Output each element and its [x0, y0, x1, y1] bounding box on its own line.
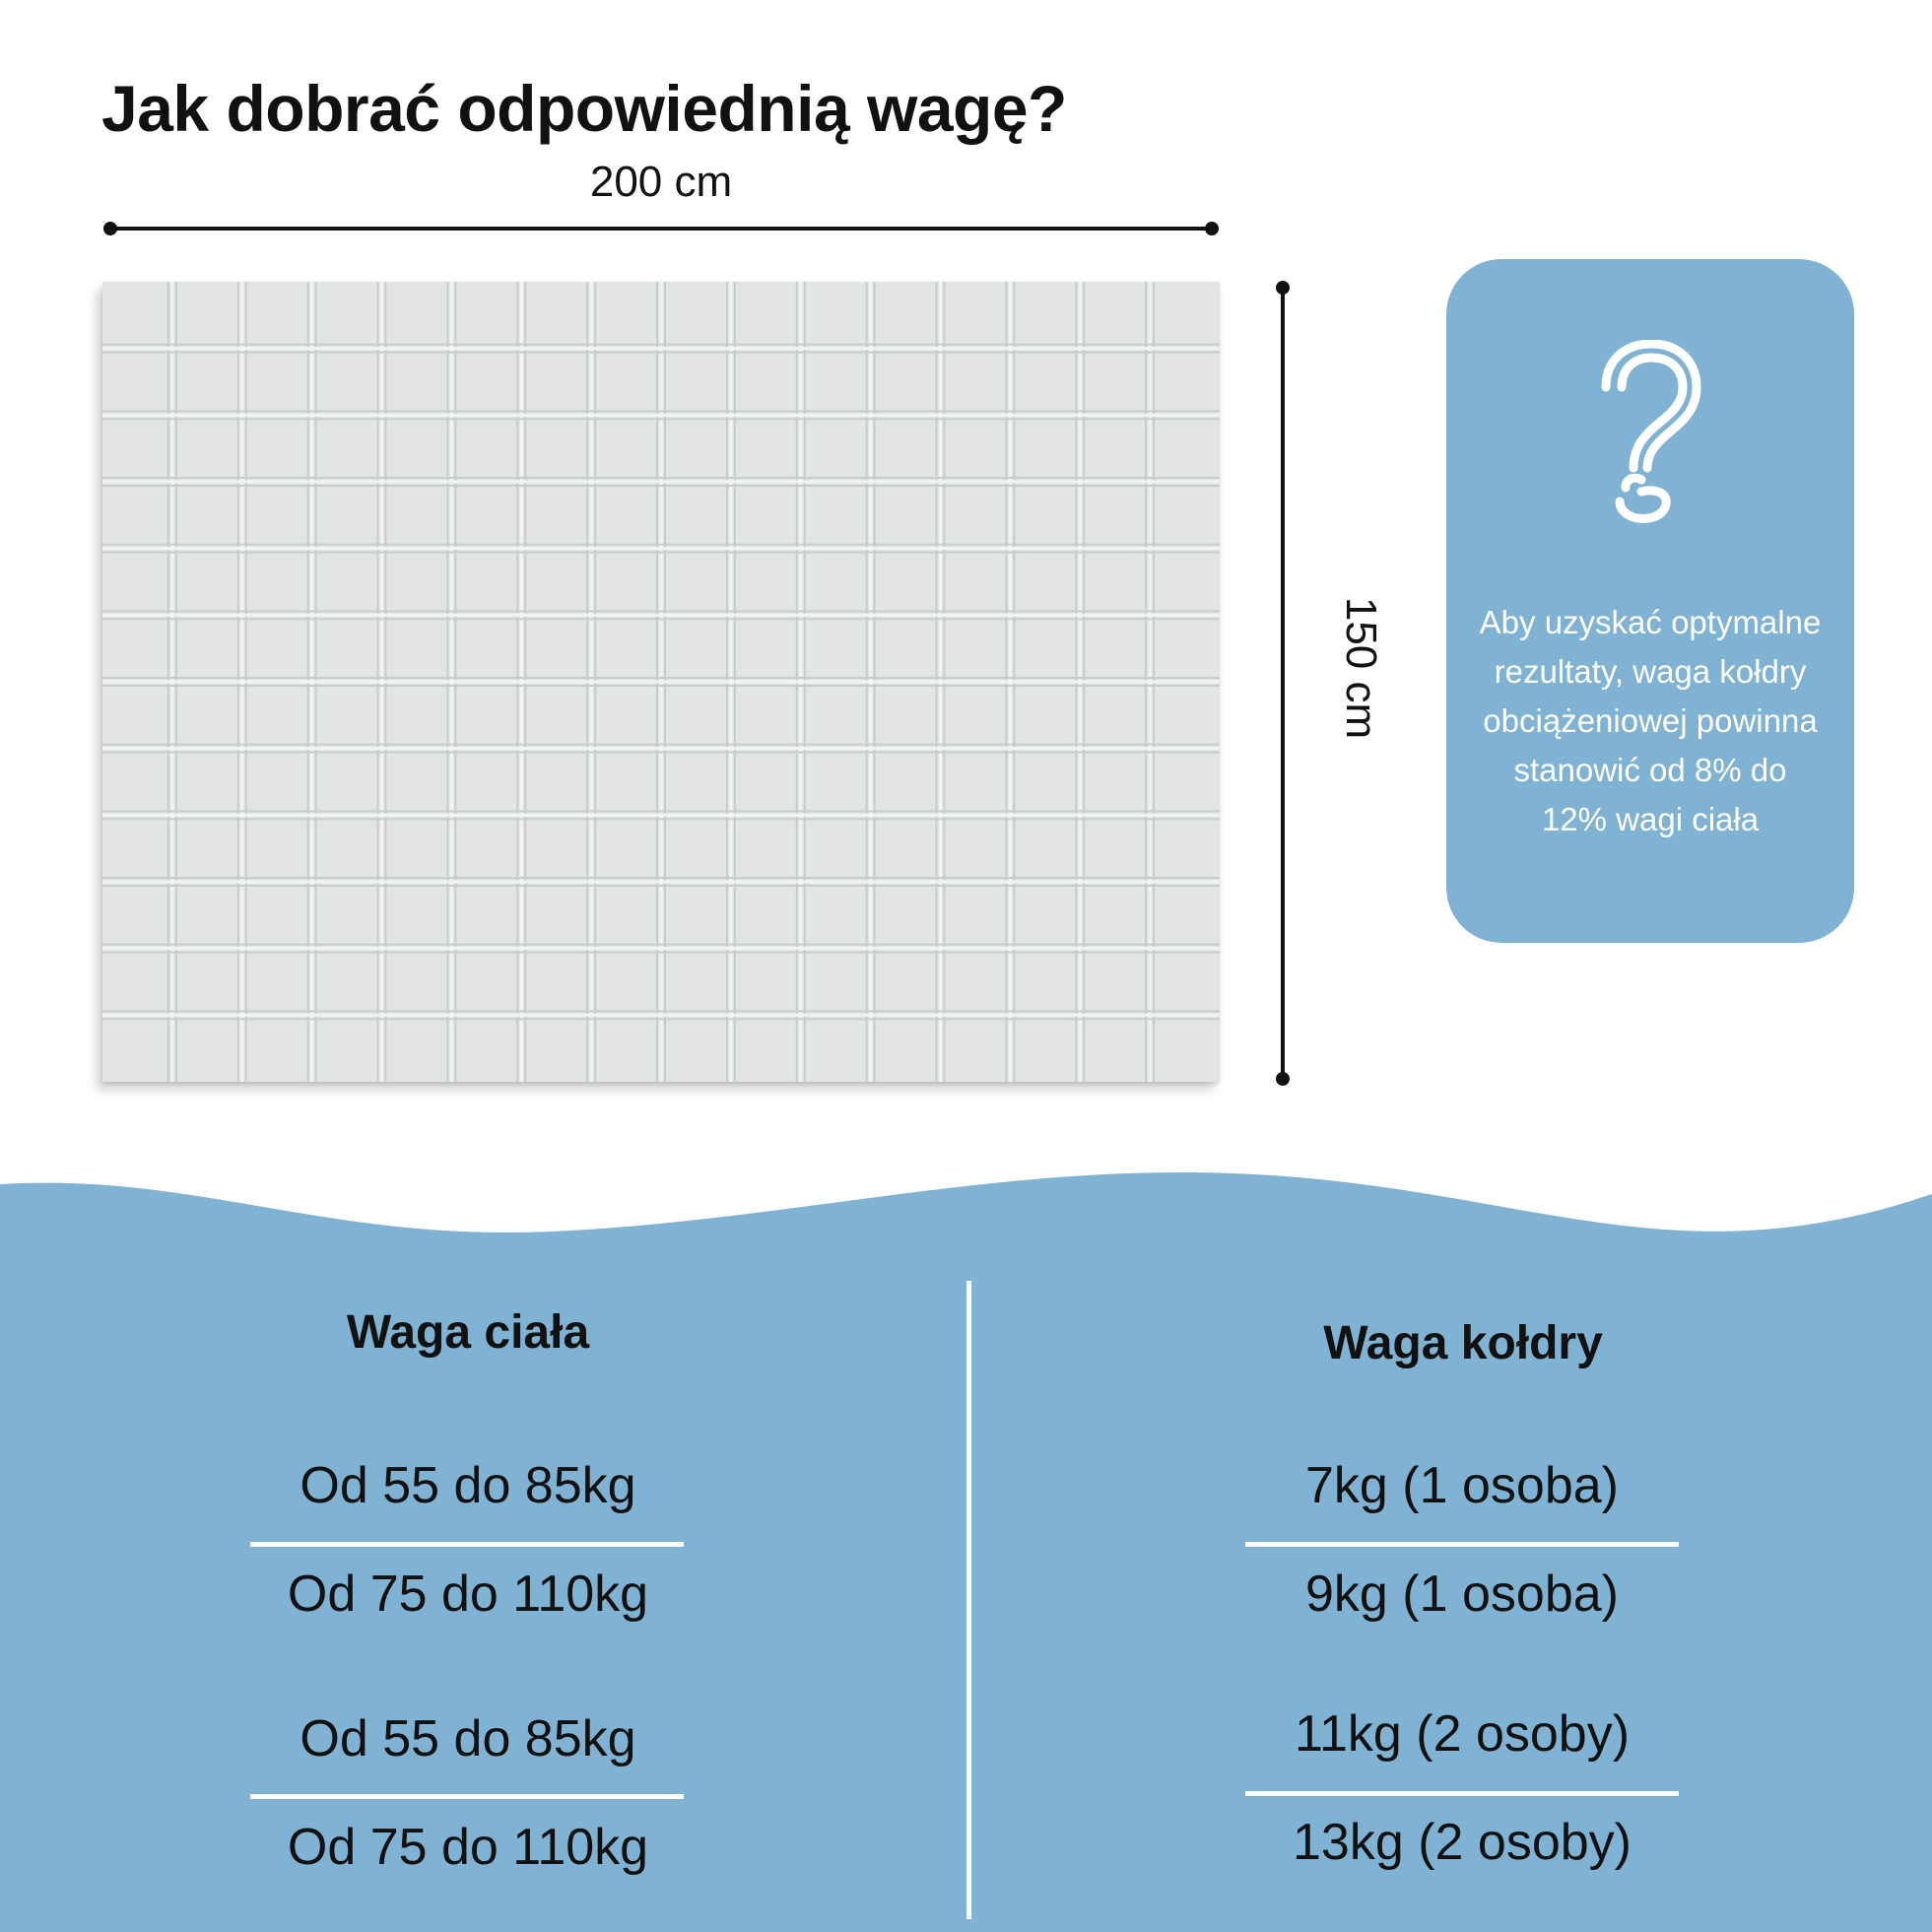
info-card: [1446, 259, 1854, 943]
row-separator: [1245, 1791, 1679, 1796]
width-dimension-label: 200 cm: [589, 158, 733, 206]
body-weight-cell: Od 75 do 110kg: [287, 1819, 649, 1876]
body-weight-header: Waga ciała: [346, 1306, 590, 1359]
info-text-line: stanowić od 8% do: [1513, 752, 1787, 788]
row-separator: [1245, 1542, 1679, 1547]
info-text-line: rezultaty, waga kołdry: [1494, 653, 1807, 690]
blanket-weight-cell: 11kg (2 osoby): [1294, 1705, 1631, 1763]
blanket-weight-cell: 7kg (1 osoba): [1305, 1457, 1619, 1514]
body-weight-cell: Od 55 do 85kg: [300, 1710, 636, 1767]
row-separator: [250, 1542, 684, 1547]
quilt-stitch-pattern: [102, 282, 1220, 1082]
page-title: Jak dobrać odpowiednią wagę?: [101, 72, 1067, 146]
row-separator: [250, 1794, 684, 1799]
blanket-weight-cell: 9kg (1 osoba): [1305, 1566, 1619, 1623]
body-weight-cell: Od 75 do 110kg: [287, 1566, 649, 1623]
info-text-line: Aby uzyskać optymalne: [1479, 604, 1822, 640]
blanket-weight-cell: 13kg (2 osoby): [1293, 1814, 1632, 1871]
weighted-blanket-image: [102, 282, 1220, 1082]
info-text: [1470, 598, 1831, 844]
width-dimension-end-dot: [1205, 222, 1219, 235]
question-mark-icon: [1596, 340, 1704, 527]
info-text-line: 12% wagi ciała: [1541, 801, 1760, 837]
height-dimension-start-dot: [1276, 281, 1290, 295]
body-weight-cell: Od 55 do 85kg: [300, 1457, 636, 1514]
blanket-weight-header: Waga kołdry: [1323, 1317, 1603, 1369]
info-text-line: obciążeniowej powinna: [1483, 702, 1818, 739]
height-dimension-end-dot: [1276, 1072, 1290, 1086]
table-column-divider: [966, 1281, 971, 1919]
width-dimension-start-dot: [103, 222, 117, 235]
height-dimension-label: 150 cm: [1337, 596, 1385, 740]
